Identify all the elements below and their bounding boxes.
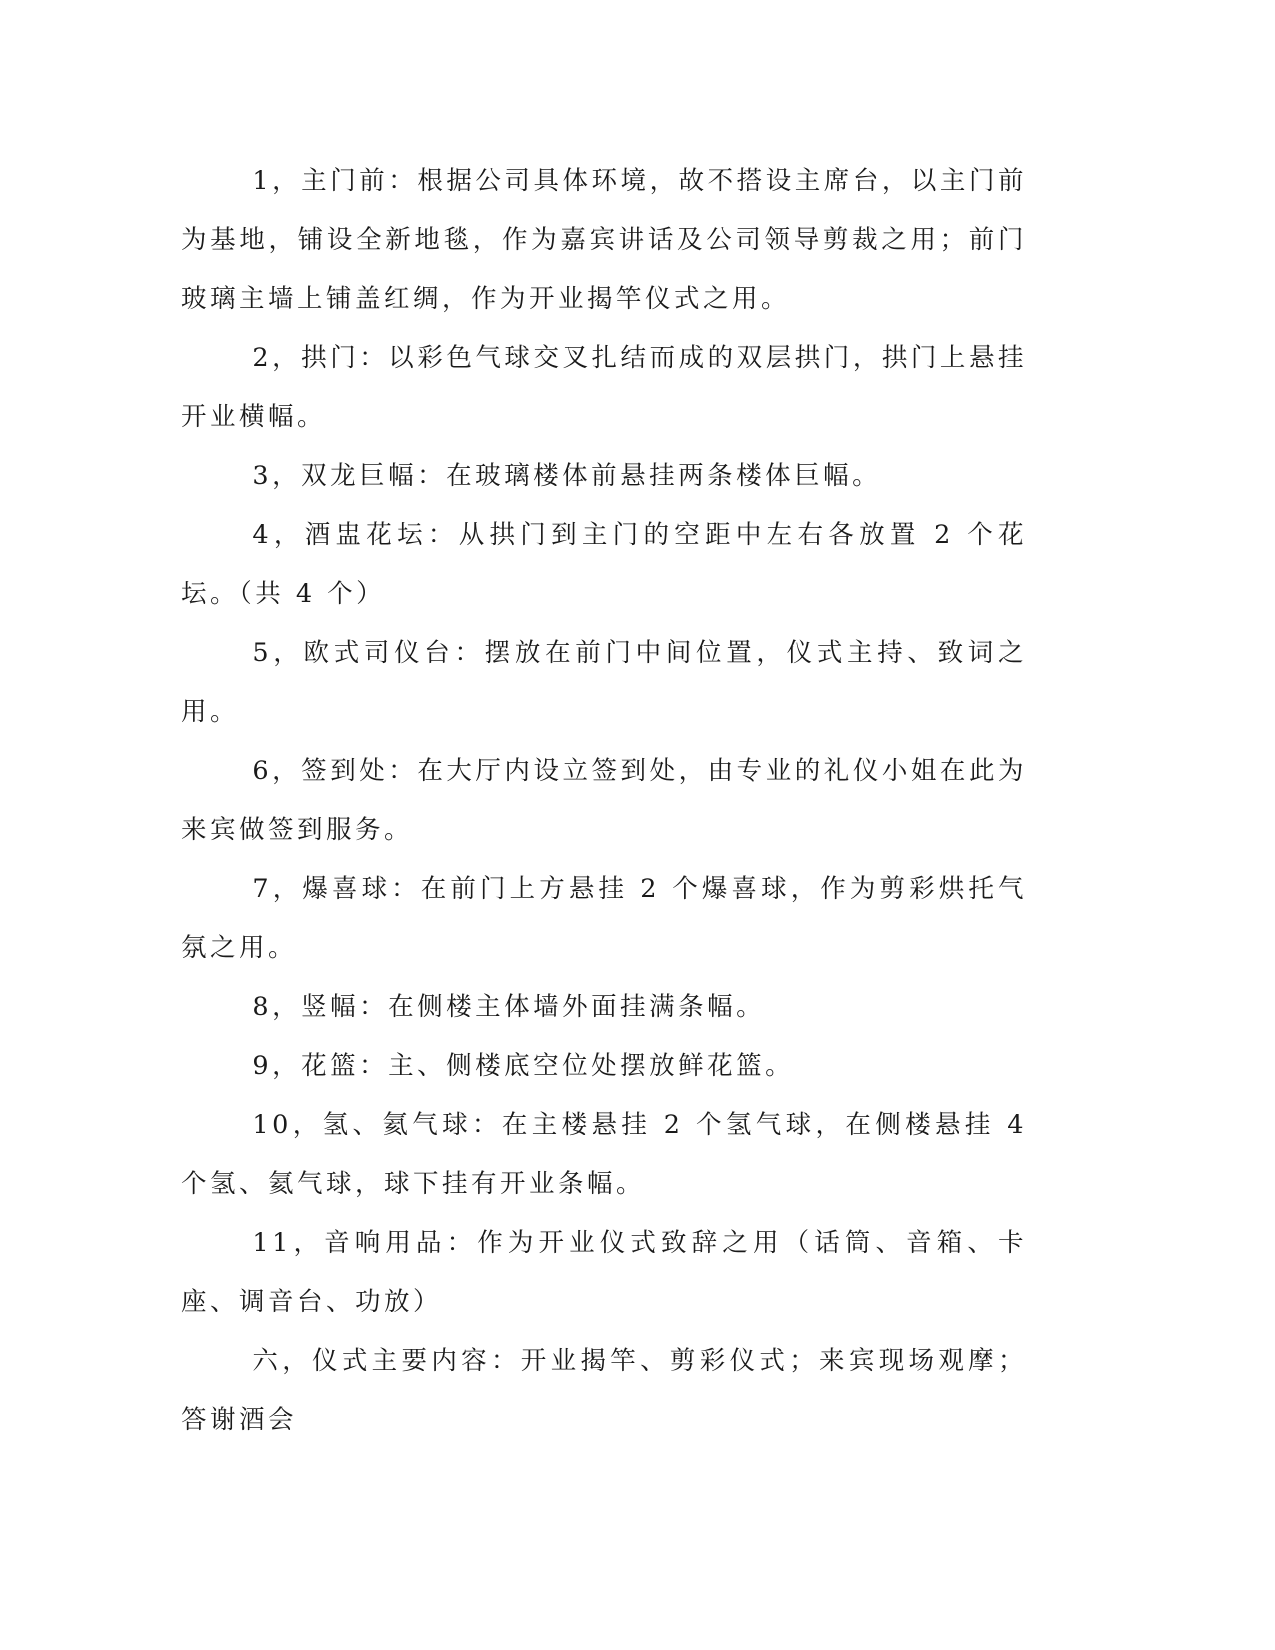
paragraph-section-six: 六，仪式主要内容：开业揭竿、剪彩仪式；来宾现场观摩；答谢酒会 — [181, 1346, 1027, 1435]
paragraph-item-8: 8，竖幅：在侧楼主体墙外面挂满条幅。 — [252, 992, 766, 1022]
paragraph-item-3: 3，双龙巨幅：在玻璃楼体前悬挂两条楼体巨幅。 — [252, 461, 882, 491]
document-body — [181, 152, 1027, 1450]
paragraph-item-10: 10，氢、氦气球：在主楼悬挂 2 个氢气球，在侧楼悬挂 4 个氢、氦气球，球下挂有开业条幅。 — [181, 1110, 1027, 1199]
paragraph-item-5: 5，欧式司仪台：摆放在前门中间位置，仪式主持、致词之用。 — [181, 638, 1027, 727]
paragraph-item-4: 4，酒盅花坛：从拱门到主门的空距中左右各放置 2 个花坛。（共 4 个） — [181, 520, 1027, 609]
paragraph-item-1: 1，主门前：根据公司具体环境，故不搭设主席台，以主门前为基地，铺设全新地毯，作为嘉宾讲话及公司领导剪裁之用；前门玻璃主墙上铺盖红绸，作为开业揭竿仪式之用。 — [181, 166, 1027, 314]
paragraph-item-7: 7，爆喜球：在前门上方悬挂 2 个爆喜球，作为剪彩烘托气氛之用。 — [181, 874, 1027, 963]
paragraph-item-11: 11，音响用品：作为开业仪式致辞之用（话筒、音箱、卡座、调音台、功放） — [181, 1228, 1027, 1317]
paragraph-item-9: 9，花篮：主、侧楼底空位处摆放鲜花篮。 — [252, 1051, 795, 1081]
paragraph-item-6: 6，签到处：在大厅内设立签到处，由专业的礼仪小姐在此为来宾做签到服务。 — [181, 756, 1027, 845]
paragraph-item-2: 2，拱门：以彩色气球交叉扎结而成的双层拱门，拱门上悬挂开业横幅。 — [181, 343, 1027, 432]
